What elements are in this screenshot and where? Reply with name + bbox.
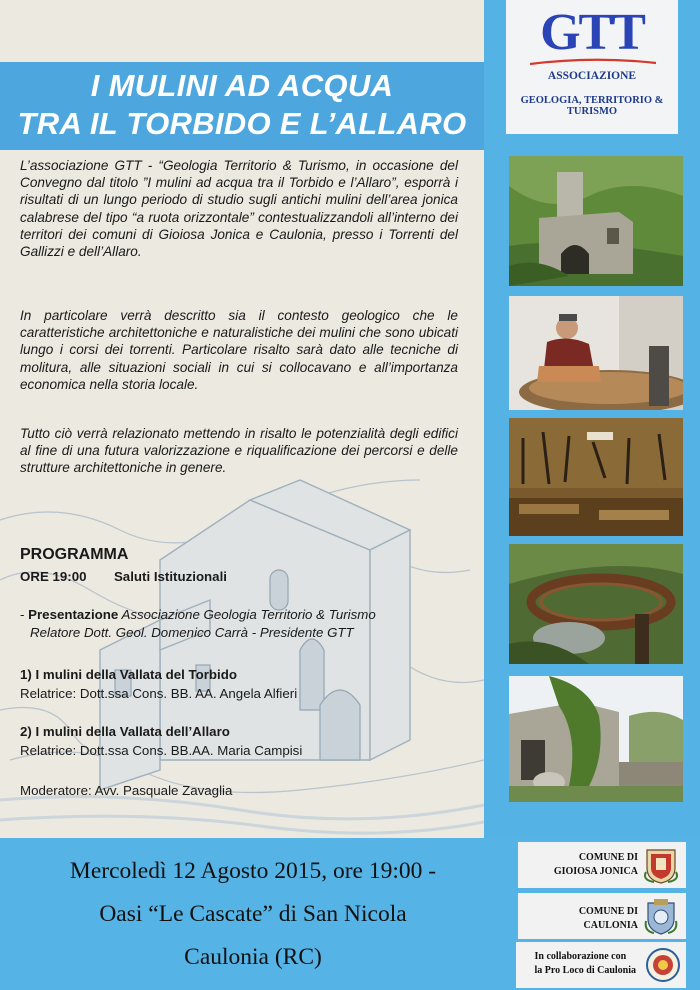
proloco-logo-icon <box>646 946 680 984</box>
proloco-line-1: In collaborazione con <box>534 951 627 962</box>
caulonia-label <box>579 905 638 933</box>
presentation-speaker: Relatore Dott. Geol. Domenico Carrà - Presidente GTT <box>30 625 354 640</box>
caulonia-line-2: CAULONIA <box>583 920 638 931</box>
moderator: Moderatore: Avv. Pasquale Zavaglia <box>20 783 233 798</box>
event-city: Caulonia (RC) <box>184 944 322 970</box>
talk-2-title: 2) I mulini della Vallata dell’Allaro <box>20 724 230 739</box>
gioiosa-crest-icon <box>644 846 678 884</box>
presentation-text: Associazione Geologia Territorio & Turismo <box>118 607 376 622</box>
intro-paragraph-1: L’associazione GTT - “Geologia Territorio & Turismo, in occasione del Convegno dal titolo ”I mulini ad acqua tra il Torbido e l’Allaro”, esporrà i risultati di un lungo periodo di studio sugli antichi mulini dell’area jonica calabrese del tipo “a ruota orizzontale” contestualizzandoli all’interno dei territori dei comuni di Gioiosa Jonica e Caulonia, presso i Torrenti del Gallizzi e dell’Allaro. <box>20 158 458 260</box>
intro-paragraph-2: In particolare verrà descritto sia il contesto geologico che le caratteristiche architettoniche e naturalistiche dei mulini che sono ubicati lungo i corsi dei torrenti. Particolare risalto sarà dato alle tecniche di molitura, alle situazioni sociali in cui si collocavano e all’importanza economica nella storia locale. <box>20 308 458 392</box>
partner-gioiosa <box>518 842 686 888</box>
presentation-label: Presentazione <box>28 607 119 622</box>
programma-heading: PROGRAMMA <box>20 546 129 563</box>
mill-ruin-photo <box>509 156 683 286</box>
mill-tools-photo <box>509 418 683 536</box>
miller-at-millstone-photo <box>509 296 683 410</box>
programma-time: ORE 19:00 <box>20 569 87 584</box>
partner-proloco <box>516 942 686 988</box>
event-date: Mercoledì 12 Agosto 2015, ore 19:00 - <box>69 858 437 884</box>
caulonia-crest-icon <box>644 897 678 935</box>
proloco-line-2: la Pro Loco di Caulonia <box>534 965 636 976</box>
gtt-logo-text: GTT <box>540 4 644 61</box>
logo-swoosh-icon <box>528 58 658 66</box>
intro-paragraph-3: Tutto ciò verrà relazionato mettendo in risalto le potenzialità degli edifici al fine di una futura valorizzazione e riqualificazione dei percorsi e delle strutture architettoniche in genere. <box>20 426 458 476</box>
programma-saluti: Saluti Istituzionali <box>113 569 227 584</box>
overgrown-mill-photo <box>509 676 683 802</box>
mill-wheel-photo <box>509 544 683 664</box>
association-name: GEOLOGIA, TERRITORIO & TURISMO <box>520 95 664 117</box>
talk-1-speaker: Relatrice: Dott.ssa Cons. BB. AA. Angela Alfieri <box>20 686 298 701</box>
partner-caulonia <box>518 893 686 939</box>
association-label: ASSOCIAZIONE <box>547 70 637 82</box>
gioiosa-line-1: COMUNE DI <box>578 852 638 863</box>
programma-opening <box>20 569 227 584</box>
caulonia-line-1: COMUNE DI <box>578 906 638 917</box>
title-line-1: I MULINI AD ACQUA <box>90 68 394 103</box>
gtt-logo <box>506 0 678 134</box>
gioiosa-line-2: GIOIOSA JONICA <box>553 866 638 877</box>
presentation-dash: - <box>20 607 29 622</box>
event-venue: Oasi “Le Cascate” di San Nicola <box>99 901 407 927</box>
talk-2-speaker: Relatrice: Dott.ssa Cons. BB.AA. Maria Campisi <box>20 743 303 758</box>
title-line-2: TRA IL TORBIDO E L’ALLARO <box>17 106 467 141</box>
proloco-label <box>535 950 637 978</box>
talk-1-title: 1) I mulini della Vallata del Torbido <box>20 667 237 682</box>
presentation-line <box>20 607 376 622</box>
mill-sketch-illustration <box>0 460 484 838</box>
gioiosa-label <box>554 851 638 879</box>
